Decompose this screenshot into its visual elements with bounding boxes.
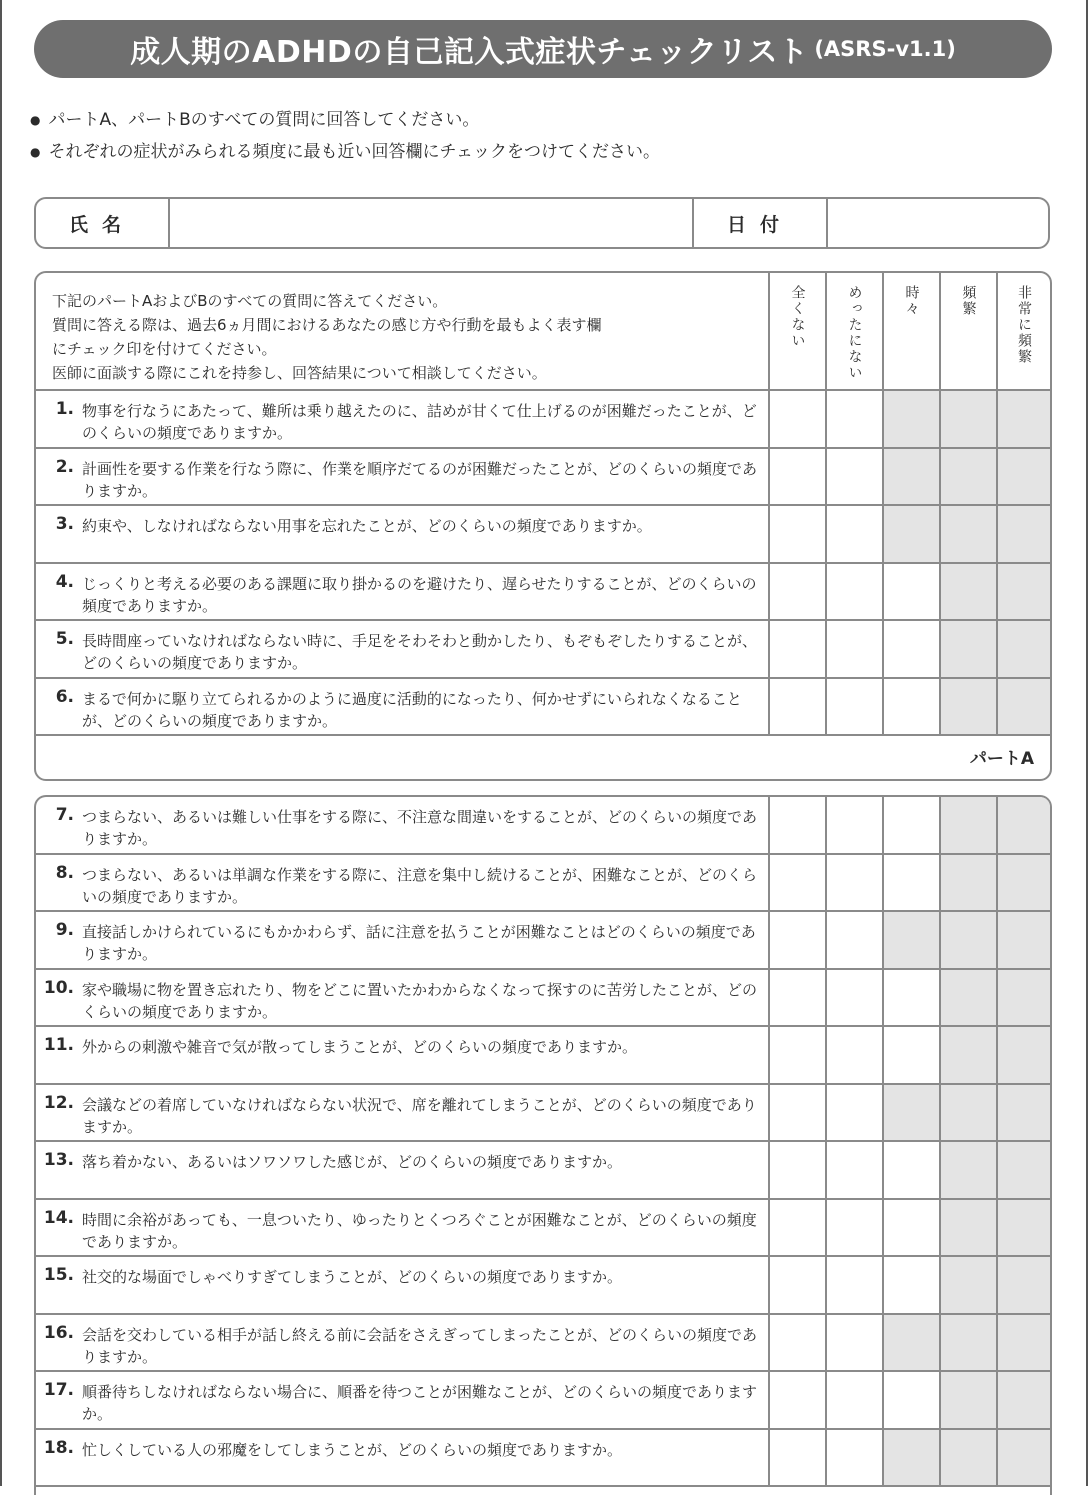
answer-checkbox-sometimes[interactable] [884, 797, 941, 853]
answer-checkbox-never[interactable] [770, 391, 827, 447]
answer-checkbox-often[interactable] [941, 449, 998, 505]
column-header-rarely: めったにない [827, 273, 884, 389]
answer-checkbox-sometimes[interactable] [884, 621, 941, 677]
answer-checkbox-never[interactable] [770, 797, 827, 853]
answer-checkbox-often[interactable] [941, 855, 998, 911]
column-header-sometimes: 時々 [884, 273, 941, 389]
question-row [36, 797, 1050, 855]
date-label: 日付 [694, 199, 828, 247]
answer-checkbox-never[interactable] [770, 1315, 827, 1371]
bullet-icon: ● [30, 145, 41, 159]
question-text: 計画性を要する作業を行なう際に、作業を順序だてるのが困難だったことが、どのくらいの頻度でありますか。 [82, 459, 758, 500]
question-text: まるで何かに駆り立てられるかのように過度に活動的になったり、何かせずにいられなくなることが、どのくらいの頻度でありますか。 [82, 689, 742, 730]
bullet-icon: ● [30, 113, 41, 127]
answer-checkbox-rarely[interactable] [827, 1027, 884, 1083]
question-number: 8. [55, 862, 74, 883]
answer-checkbox-very-often[interactable] [998, 449, 1050, 505]
question-number: 17. [43, 1380, 74, 1400]
part-a-label: パートA [969, 749, 1034, 769]
answer-checkbox-very-often[interactable] [998, 679, 1050, 735]
question-row [36, 679, 1050, 737]
answer-checkbox-never[interactable] [770, 1142, 827, 1198]
answer-checkbox-sometimes[interactable] [884, 564, 941, 620]
answer-checkbox-rarely[interactable] [827, 564, 884, 620]
answer-checkbox-very-often[interactable] [998, 1085, 1050, 1141]
question-text: 約束や、しなければならない用事を忘れたことが、どのくらいの頻度でありますか。 [82, 517, 652, 535]
answer-checkbox-sometimes[interactable] [884, 391, 941, 447]
question-cell [36, 1372, 770, 1428]
answer-checkbox-never[interactable] [770, 1085, 827, 1141]
question-text: 会議などの着席していなければならない状況で、席を離れてしまうことが、どのくらいの頻度でありますか。 [82, 1095, 757, 1136]
answer-checkbox-very-often[interactable] [998, 1372, 1050, 1428]
answer-checkbox-rarely[interactable] [827, 1315, 884, 1371]
instructions [30, 104, 660, 168]
answer-checkbox-sometimes[interactable] [884, 1085, 941, 1141]
answer-checkbox-never[interactable] [770, 564, 827, 620]
header-instruction-line: にチェック印を付けてください。 [52, 340, 277, 358]
question-text: 物事を行なうにあたって、難所は乗り越えたのに、詰めが甘くて仕上げるのが困難だったことが、どのくらいの頻度でありますか。 [82, 402, 757, 442]
answer-checkbox-never[interactable] [770, 679, 827, 735]
answer-checkbox-often[interactable] [941, 679, 998, 735]
answer-checkbox-never[interactable] [770, 449, 827, 505]
question-cell [36, 391, 770, 447]
answer-checkbox-very-often[interactable] [998, 506, 1050, 562]
instruction-line [30, 136, 660, 168]
question-cell [36, 1257, 770, 1313]
question-row [36, 1200, 1050, 1258]
question-row [36, 391, 1050, 449]
answer-checkbox-rarely[interactable] [827, 912, 884, 968]
question-number: 12. [43, 1092, 74, 1113]
answer-checkbox-often[interactable] [941, 1200, 998, 1256]
answer-checkbox-very-often[interactable] [998, 1430, 1050, 1486]
instruction-text: それぞれの症状がみられる頻度に最も近い回答欄にチェックをつけてください。 [48, 142, 660, 162]
question-row [36, 1085, 1050, 1143]
question-row [36, 855, 1050, 913]
answer-checkbox-rarely[interactable] [827, 679, 884, 735]
part-a-table [34, 271, 1052, 781]
answer-checkbox-sometimes[interactable] [884, 912, 941, 968]
answer-checkbox-never[interactable] [770, 1257, 827, 1313]
answer-checkbox-sometimes[interactable] [884, 449, 941, 505]
answer-checkbox-very-often[interactable] [998, 391, 1050, 447]
question-cell [36, 1085, 770, 1141]
answer-checkbox-sometimes[interactable] [884, 1315, 941, 1371]
column-header-very-often: 非常に頻繁 [1016, 285, 1032, 365]
question-cell [36, 506, 770, 562]
answer-checkbox-rarely[interactable] [827, 391, 884, 447]
question-number: 1. [55, 399, 74, 419]
answer-checkbox-often[interactable] [941, 1027, 998, 1083]
answer-checkbox-often[interactable] [941, 797, 998, 853]
page-title: 成人期のADHDの自己記入式症状チェックリスト [130, 35, 809, 70]
question-row [36, 970, 1050, 1028]
answer-checkbox-often[interactable] [941, 506, 998, 562]
answer-checkbox-very-often[interactable] [998, 621, 1050, 677]
question-number: 9. [55, 920, 74, 940]
answer-checkbox-never[interactable] [770, 1200, 827, 1256]
instruction-line [30, 104, 660, 136]
answer-checkbox-very-often[interactable] [998, 1027, 1050, 1083]
answer-checkbox-sometimes[interactable] [884, 1372, 941, 1428]
answer-checkbox-rarely[interactable] [827, 1372, 884, 1428]
answer-checkbox-often[interactable] [941, 1085, 998, 1141]
answer-checkbox-sometimes[interactable] [884, 855, 941, 911]
answer-checkbox-never[interactable] [770, 1372, 827, 1428]
question-cell [36, 621, 770, 677]
question-row [36, 1430, 1050, 1488]
question-text: 外からの刺激や雑音で気が散ってしまうことが、どのくらいの頻度でありますか。 [82, 1038, 638, 1056]
page-title-version: (ASRS-v1.1) [814, 37, 956, 61]
question-cell [36, 912, 770, 968]
question-row [36, 1257, 1050, 1315]
table-header-row [36, 273, 1050, 391]
question-text: 家や職場に物を置き忘れたり、物をどこに置いたかわからなくなって探すのに苦労したことが、どのくらいの頻度でありますか。 [82, 980, 758, 1021]
answer-checkbox-never[interactable] [770, 621, 827, 677]
question-number: 14. [43, 1207, 74, 1228]
question-number: 2. [55, 456, 74, 477]
question-number: 5. [55, 629, 74, 649]
column-header-never: 全くない [770, 273, 827, 389]
question-number: 4. [55, 571, 74, 592]
answer-checkbox-rarely[interactable] [827, 1257, 884, 1313]
question-number: 16. [43, 1322, 74, 1343]
answer-checkbox-rarely[interactable] [827, 1142, 884, 1198]
answer-checkbox-often[interactable] [941, 1372, 998, 1428]
answer-checkbox-rarely[interactable] [827, 797, 884, 853]
question-number: 7. [55, 805, 74, 825]
question-cell [36, 564, 770, 620]
answer-checkbox-very-often[interactable] [998, 1315, 1050, 1371]
question-row [36, 1027, 1050, 1085]
answer-checkbox-often[interactable] [941, 621, 998, 677]
answer-checkbox-often[interactable] [941, 912, 998, 968]
question-number: 15. [43, 1265, 74, 1285]
header-instructions-cell [36, 273, 770, 389]
answer-checkbox-very-often[interactable] [998, 1257, 1050, 1313]
question-cell [36, 970, 770, 1026]
answer-checkbox-never[interactable] [770, 1027, 827, 1083]
question-cell [36, 1200, 770, 1256]
question-row [36, 1142, 1050, 1200]
answer-checkbox-sometimes[interactable] [884, 1430, 941, 1486]
question-text: 社交的な場面でしゃべりすぎてしまうことが、どのくらいの頻度でありますか。 [82, 1268, 623, 1286]
name-label: 氏名 [36, 199, 170, 247]
title-bar [34, 20, 1052, 78]
part-b-table [34, 795, 1052, 1495]
answer-checkbox-rarely[interactable] [827, 855, 884, 911]
answer-checkbox-never[interactable] [770, 855, 827, 911]
answer-checkbox-sometimes[interactable] [884, 506, 941, 562]
question-cell [36, 1430, 770, 1486]
answer-checkbox-never[interactable] [770, 912, 827, 968]
question-cell [36, 679, 770, 735]
question-cell [36, 855, 770, 911]
name-date-box [34, 197, 1050, 249]
question-row [36, 621, 1050, 679]
name-field[interactable] [170, 199, 694, 247]
question-row [36, 449, 1050, 507]
answer-checkbox-often[interactable] [941, 1257, 998, 1313]
answer-checkbox-rarely[interactable] [827, 1085, 884, 1141]
answer-checkbox-rarely[interactable] [827, 449, 884, 505]
question-number: 3. [55, 514, 74, 534]
answer-checkbox-rarely[interactable] [827, 1430, 884, 1486]
question-text: 長時間座っていなければならない時に、手足をそわそわと動かしたり、もぞもぞしたりすることが、どのくらいの頻度でありますか。 [82, 632, 758, 672]
question-cell [36, 449, 770, 505]
answer-checkbox-often[interactable] [941, 1430, 998, 1486]
question-text: 直接話しかけられているにもかかわらず、話に注意を払うことが困難なことはどのくらいの頻度でありますか。 [82, 923, 756, 963]
answer-checkbox-very-often[interactable] [998, 1200, 1050, 1256]
question-text: つまらない、あるいは難しい仕事をする際に、不注意な間違いをすることが、どのくらいの頻度でありますか。 [82, 808, 758, 848]
header-instructions [52, 289, 764, 385]
answer-checkbox-often[interactable] [941, 564, 998, 620]
question-number: 11. [43, 1035, 74, 1055]
answer-checkbox-often[interactable] [941, 970, 998, 1026]
question-text: 順番待ちしなければならない場合に、順番を待つことが困難なことが、どのくらいの頻度でありますか。 [82, 1383, 758, 1423]
answer-checkbox-rarely[interactable] [827, 970, 884, 1026]
question-text: じっくりと考える必要のある課題に取り掛かるのを避けたり、遅らせたりすることが、どのくらいの頻度でありますか。 [82, 574, 757, 615]
date-field[interactable] [828, 199, 1048, 247]
answer-checkbox-sometimes[interactable] [884, 1142, 941, 1198]
question-text: 忙しくしている人の邪魔をしてしまうことが、どのくらいの頻度でありますか。 [82, 1440, 623, 1459]
answer-checkbox-sometimes[interactable] [884, 1257, 941, 1313]
answer-checkbox-often[interactable] [941, 1315, 998, 1371]
answer-checkbox-rarely[interactable] [827, 506, 884, 562]
question-row [36, 1372, 1050, 1430]
answer-checkbox-rarely[interactable] [827, 621, 884, 677]
question-row [36, 564, 1050, 622]
answer-checkbox-very-often[interactable] [998, 855, 1050, 911]
answer-checkbox-very-often[interactable] [998, 564, 1050, 620]
answer-checkbox-very-often[interactable] [998, 797, 1050, 853]
question-cell [36, 1027, 770, 1083]
answer-checkbox-never[interactable] [770, 506, 827, 562]
answer-checkbox-very-often[interactable] [998, 970, 1050, 1026]
question-text: 落ち着かない、あるいはソワソワした感じが、どのくらいの頻度でありますか。 [82, 1153, 623, 1171]
answer-checkbox-very-often[interactable] [998, 912, 1050, 968]
header-instruction-line: 医師に面談する際にこれを持参し、回答結果について相談してください。 [52, 364, 547, 382]
answer-checkbox-sometimes[interactable] [884, 679, 941, 735]
answer-checkbox-very-often[interactable] [998, 1142, 1050, 1198]
answer-checkbox-sometimes[interactable] [884, 1200, 941, 1256]
instruction-text: パートA、パートBのすべての質問に回答してください。 [48, 110, 480, 130]
answer-checkbox-often[interactable] [941, 391, 998, 447]
page-edge-left [0, 0, 2, 1486]
question-text: 時間に余裕があっても、一息ついたり、ゆったりとくつろぐことが困難なことが、どのくらいの頻度でありますか。 [82, 1210, 757, 1251]
question-number: 10. [43, 977, 74, 998]
answer-checkbox-sometimes[interactable] [884, 970, 941, 1026]
question-number: 13. [43, 1150, 74, 1170]
answer-checkbox-rarely[interactable] [827, 1200, 884, 1256]
question-row [36, 912, 1050, 970]
header-instruction-line: 質問に答える際は、過去6ヵ月間におけるあなたの感じ方や行動を最もよく表す欄 [52, 316, 602, 334]
question-cell [36, 797, 770, 853]
answer-checkbox-never[interactable] [770, 1430, 827, 1486]
answer-checkbox-often[interactable] [941, 1142, 998, 1198]
column-header-often: 頻繁 [941, 273, 998, 389]
question-number: 6. [55, 686, 74, 707]
header-instruction-line: 下記のパートAおよびBのすべての質問に答えてください。 [52, 292, 448, 310]
question-number: 18. [43, 1437, 74, 1458]
question-cell [36, 1315, 770, 1371]
question-row [36, 506, 1050, 564]
question-text: つまらない、あるいは単調な作業をする際に、注意を集中し続けることが、困難なことが、どのくらいの頻度でありますか。 [82, 865, 758, 906]
question-row [36, 1315, 1050, 1373]
question-text: 会話を交わしている相手が話し終える前に会話をさえぎってしまったことが、どのくらいの頻度でありますか。 [82, 1325, 758, 1366]
answer-checkbox-never[interactable] [770, 970, 827, 1026]
answer-checkbox-sometimes[interactable] [884, 1027, 941, 1083]
question-cell [36, 1142, 770, 1198]
